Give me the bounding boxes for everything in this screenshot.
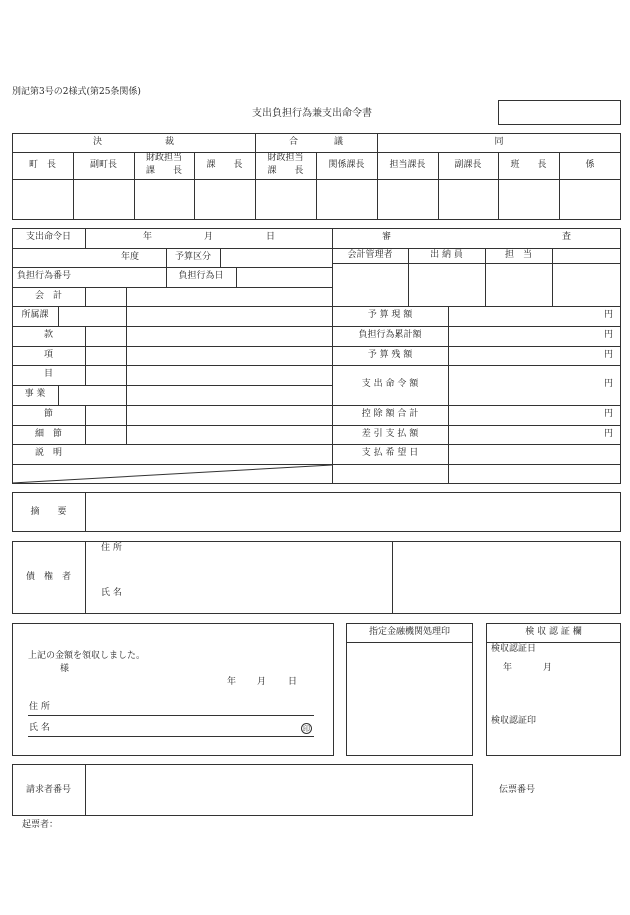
creditor-name-label: 氏 名 [101,588,122,598]
voucher-number-label: 伝票番号 [499,785,536,795]
requester-number-field[interactable] [86,765,472,815]
inspection-date-label: 検収認証日 [491,644,537,654]
role-hanchou: 班 長 [510,160,547,170]
role-zaisei-2: 財政担当 [267,153,304,163]
suitouin-label: 出 納 員 [430,250,463,260]
role-chou: 町 長 [28,160,56,170]
inspection-nen: 年 [503,663,513,673]
role-zaisei-1: 財政担当 [145,153,182,163]
order-date-nen: 年 [143,232,153,242]
summary-field[interactable] [86,493,620,531]
form-reference: 別記第3号の2様式(第25条関係) [12,87,141,97]
kibo-label: 支 払 希 望 日 [361,448,419,458]
inspection-tsuki: 月 [543,663,553,673]
shozoku-label: 所属課 [21,310,49,320]
kaikei-label: 会 計 [34,291,62,301]
creditor-label: 債 権 者 [25,572,71,582]
role-tanto-kachou: 担当課長 [389,160,426,170]
order-date-tsuki: 月 [204,232,214,242]
kaikei-kanrisha-label: 会計管理者 [347,250,393,260]
yen-gengaku: 円 [604,310,614,320]
meirei-gaku-label: 支 出 命 令 額 [361,379,419,389]
role-kankei: 関係課長 [328,160,365,170]
yosan-kubun-label: 予算区分 [174,252,211,262]
receipt-name-label: 氏 名 [29,723,50,733]
yen-kojo: 円 [604,409,614,419]
role-kakari: 係 [585,160,595,170]
form-title: 支出負担行為兼支出命令書 [252,108,372,119]
receipt-nen: 年 [227,677,237,687]
moku-label: 目 [43,369,53,379]
order-date-hi: 日 [266,232,276,242]
role-kachou: 課 長 [206,160,243,170]
receipt-address-label: 住 所 [29,702,50,712]
seal-icon: 印 [303,725,310,733]
bank-seal-label: 指定金融機関処理印 [368,627,450,637]
requester-number-label: 請求者番号 [25,785,71,795]
receipt-sama: 様 [60,664,70,674]
kessai-header: 決 裁 [92,137,174,147]
sashihiki-label: 差 引 支 払 額 [361,429,419,439]
yen-zangaku: 円 [604,350,614,360]
kou-label: 項 [43,350,53,360]
shinsa-header: 審 査 [381,232,571,242]
form-number-box[interactable] [498,100,621,125]
yen-ruikei: 円 [604,330,614,340]
zangaku-label: 予 算 残 額 [367,350,413,360]
yen-meirei: 円 [604,379,614,389]
kan-label: 款 [43,330,53,340]
order-date-label: 支出命令日 [25,232,71,242]
yen-sashihiki: 円 [604,429,614,439]
ruikei-label: 負担行為累計額 [358,330,422,340]
saisetsu-label: 細 節 [34,429,62,439]
inspection-seal-label: 検収認証印 [491,716,537,726]
inspection-title: 検 収 認 証 欄 [525,627,582,637]
receipt-hi: 日 [288,677,298,687]
receipt-tsuki: 月 [257,677,267,687]
drafter-label: 起票者： [22,820,59,830]
yosan-gengaku-label: 予 算 現 額 [367,310,413,320]
kojo-label: 控 除 額 合 計 [361,409,419,419]
creditor-address-label: 住 所 [101,543,122,553]
receipt-text: 上記の金額を領収しました。 [28,651,146,661]
role-zaisei-1b: 課 長 [145,166,182,176]
aigi-header: 合 議 [288,137,343,147]
dou-header: 同 [494,137,504,147]
jigyo-label: 事 業 [24,389,46,399]
role-fukukachou: 副課長 [454,160,482,170]
diagonal-line [12,464,332,484]
futan-date-label: 負担行為日 [178,271,224,281]
nendo-label: 年度 [121,252,140,262]
setsumei-label: 説 明 [34,448,62,458]
summary-label: 摘 要 [30,507,67,517]
setsu-label: 節 [43,409,53,419]
futan-no-label: 負担行為番号 [17,271,72,281]
role-fukuchou: 副町長 [89,160,117,170]
role-zaisei-2b: 課 長 [267,166,304,176]
tanto-label: 担 当 [504,250,532,260]
